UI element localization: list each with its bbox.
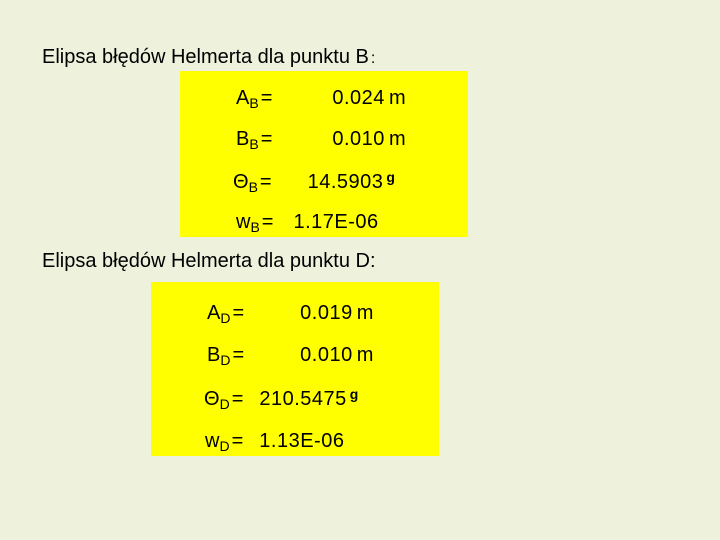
- subscript-d: D: [219, 438, 230, 454]
- heading-point-b-colon: :: [370, 50, 376, 67]
- value-b-d: 0.010: [300, 344, 353, 366]
- label-b-b: [236, 128, 272, 151]
- row-a-b: [236, 87, 406, 110]
- row-b-b: [236, 128, 406, 151]
- equals-sign: =: [232, 302, 245, 324]
- value-a-d: 0.019: [300, 302, 353, 324]
- value-b-b: 0.010: [332, 128, 385, 150]
- label-w-d: [205, 430, 243, 453]
- heading-point-d: Elipsa błędów Helmerta dla punktu D:: [42, 250, 376, 272]
- symbol-a: A: [236, 87, 250, 109]
- value-w-d: 1.13E-06: [259, 430, 345, 452]
- subscript-d: D: [220, 310, 231, 326]
- label-b-d: [207, 344, 244, 367]
- value-w-b: 1.17E-06: [293, 211, 379, 233]
- value-theta-b: 14.5903: [307, 171, 384, 193]
- value-a-b: 0.024: [332, 87, 385, 109]
- row-theta-b: [233, 171, 395, 194]
- symbol-w: w: [236, 211, 251, 233]
- row-w-d: [205, 430, 344, 453]
- symbol-theta: Θ: [204, 388, 220, 410]
- equals-sign: =: [232, 344, 245, 366]
- heading-point-b-text: Elipsa błędów Helmerta dla punktu B: [42, 46, 369, 68]
- row-b-d: [207, 344, 373, 367]
- value-theta-d: 210.5475: [259, 388, 347, 410]
- unit-b-d: m: [356, 344, 374, 366]
- symbol-b: B: [207, 344, 221, 366]
- unit-a-d: m: [356, 302, 374, 324]
- equals-sign: =: [231, 388, 244, 410]
- subscript-d: D: [220, 352, 231, 368]
- row-a-d: [207, 302, 373, 325]
- subscript-d: D: [219, 396, 230, 412]
- equals-sign: =: [231, 430, 244, 452]
- label-theta-b: [233, 171, 272, 194]
- subscript-b: B: [249, 95, 259, 111]
- row-w-b: [236, 211, 379, 234]
- results-panel-b: [180, 71, 468, 237]
- heading-point-b: [42, 46, 375, 69]
- subscript-b: B: [249, 136, 259, 152]
- results-panel-d: [151, 282, 439, 456]
- equals-sign: =: [261, 211, 274, 233]
- symbol-b: B: [236, 128, 250, 150]
- label-theta-d: [204, 388, 243, 411]
- unit-theta-b: g: [386, 169, 395, 185]
- unit-b-b: m: [388, 128, 406, 150]
- equals-sign: =: [260, 128, 273, 150]
- equals-sign: =: [260, 87, 273, 109]
- unit-a-b: m: [388, 87, 406, 109]
- symbol-w: w: [205, 430, 220, 452]
- equals-sign: =: [259, 171, 272, 193]
- symbol-theta: Θ: [233, 171, 249, 193]
- label-w-b: [236, 211, 273, 234]
- row-theta-d: [204, 388, 358, 411]
- unit-theta-d: g: [349, 386, 359, 402]
- symbol-a: A: [207, 302, 221, 324]
- label-a-d: [207, 302, 244, 325]
- subscript-b: B: [250, 219, 260, 235]
- subscript-b: B: [248, 179, 258, 195]
- label-a-b: [236, 87, 272, 110]
